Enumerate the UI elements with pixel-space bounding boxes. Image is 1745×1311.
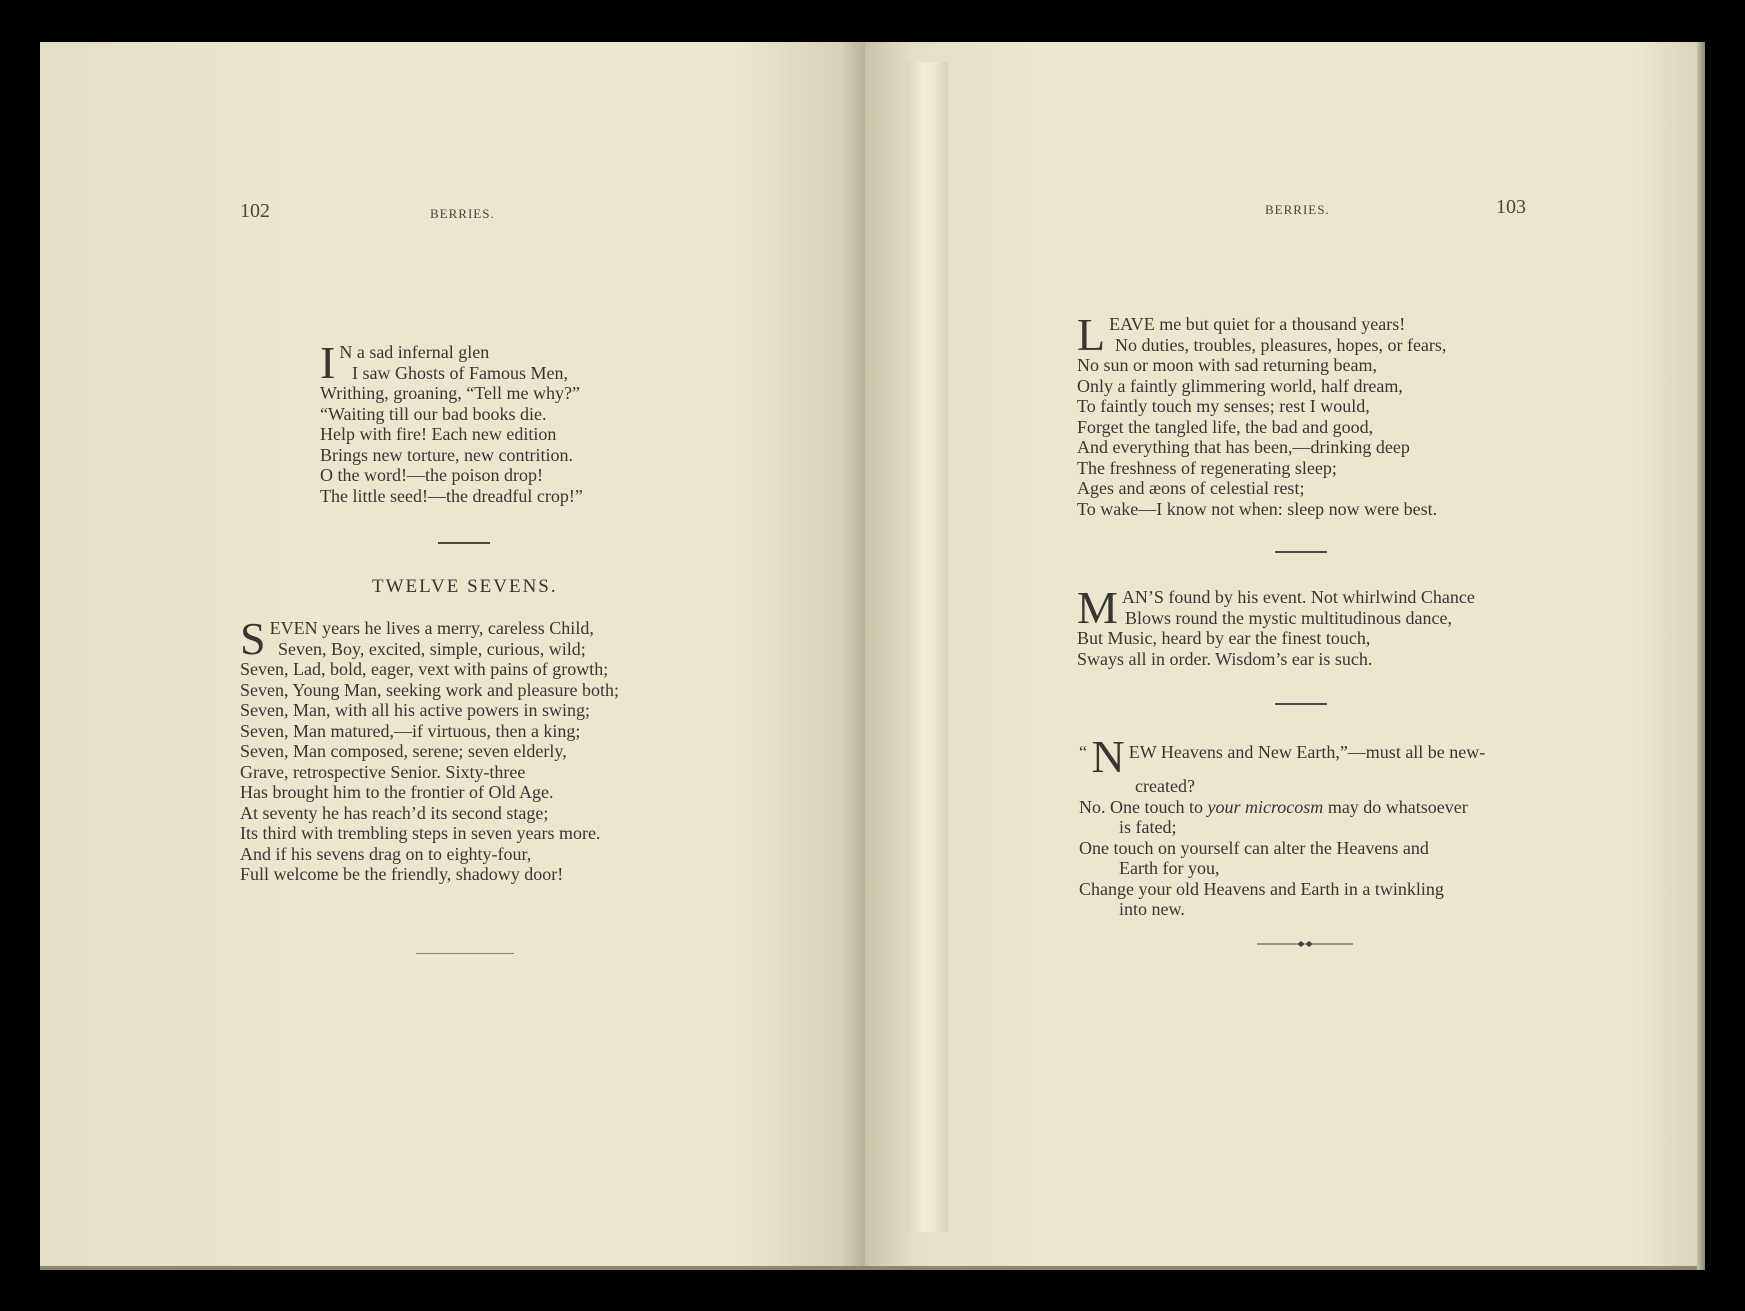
section-divider (1275, 551, 1327, 553)
poem-line: Seven, Man, with all his active powers in swing; (240, 700, 590, 720)
poem-line: Grave, retrospective Senior. Sixty-three (240, 761, 526, 782)
poem-line: is fated; (1119, 817, 1177, 837)
poem-line: And everything that has been,—drinking deep (1077, 437, 1410, 457)
poem-line: AN’S found by his event. Not whirlwind Chance (1121, 587, 1475, 607)
gutter-binding-strip (906, 62, 948, 1232)
page-number-right: 103 (1496, 196, 1526, 218)
poem-line: Forget the tangled life, the bad and good, (1077, 416, 1374, 437)
ornament-divider (1257, 939, 1353, 949)
poem-line: O the word!—the poison drop! (320, 465, 543, 485)
section-divider (1275, 703, 1327, 705)
poem-line: Ages and æons of celestial rest; (1077, 478, 1305, 498)
poem-line: “Waiting till our bad books die. (320, 403, 547, 424)
poem-title: TWELVE SEVENS. (372, 576, 558, 597)
poem-line: EVEN years he lives a merry, careless Child, (269, 618, 594, 638)
left-page (40, 42, 865, 1270)
poem-line: Change your old Heavens and Earth in a twinkling (1079, 878, 1444, 899)
poem-line: EW Heavens and New Earth,”—must all be new- (1128, 742, 1486, 762)
poem-line: Has brought him to the frontier of Old Age. (240, 782, 554, 802)
poem-line: Seven, Lad, bold, eager, vext with pains of growth; (240, 659, 609, 679)
drop-cap: N (1091, 731, 1125, 782)
poem-line: Seven, Man composed, serene; seven elderly, (240, 741, 567, 761)
poem-line: Help with fire! Each new edition (320, 424, 557, 444)
poem-line: The little seed!—the dreadful crop!” (320, 485, 583, 506)
poem-line: And if his sevens drag on to eighty-four, (240, 843, 532, 864)
poem-leave-me (1077, 309, 1537, 519)
poem-line: EAVE me but quiet for a thousand years! (1109, 314, 1406, 334)
poem-line: No duties, troubles, pleasures, hopes, or fears, (1115, 334, 1447, 355)
running-head-right: BERRIES. (1265, 202, 1330, 217)
quote-mark: “ (1079, 742, 1087, 762)
poem-line: Brings new torture, new contrition. (320, 444, 573, 465)
poem-line: Only a faintly glimmering world, half dream, (1077, 375, 1403, 396)
italic-text: your microcosm (1207, 796, 1324, 817)
drop-cap: I (320, 337, 336, 388)
poem-mans-event (1077, 582, 1547, 669)
poem-line: Seven, Young Man, seeking work and pleasure both; (240, 679, 619, 700)
book-spread (40, 42, 1705, 1270)
poem-line: into new. (1119, 899, 1185, 919)
section-divider (438, 542, 490, 544)
poem-line: The freshness of regenerating sleep; (1077, 457, 1337, 478)
poem-line: Blows round the mystic multitudinous dance, (1125, 607, 1452, 628)
poem-line: Its third with trembling steps in seven years more. (240, 823, 601, 843)
poem-line: N a sad infernal glen (339, 342, 490, 362)
poem-line: But Music, heard by ear the finest touch, (1077, 628, 1371, 648)
poem-line: Earth for you, (1119, 858, 1220, 878)
running-head-left: BERRIES. (430, 206, 495, 221)
right-page (865, 42, 1705, 1270)
drop-cap: M (1077, 582, 1118, 633)
poem-infernal-glen (320, 337, 700, 506)
poem-line: No sun or moon with sad returning beam, (1077, 355, 1377, 375)
page-number-left: 102 (240, 200, 270, 222)
poem-line: created? (1135, 776, 1195, 796)
poem-line: I saw Ghosts of Famous Men, (352, 362, 568, 383)
poem-line: Full welcome be the friendly, shadowy door! (240, 864, 564, 884)
poem-new-heavens (1079, 731, 1549, 920)
page-edge-bottom (40, 1266, 1705, 1270)
poem-line (1079, 797, 1549, 818)
poem-line: One touch on yourself can alter the Heavens and (1079, 837, 1429, 858)
poem-line: Seven, Man matured,—if virtuous, then a king; (240, 720, 581, 741)
page-edge-right (1697, 42, 1705, 1270)
text-span: No. One touch to (1079, 796, 1203, 817)
end-rule (416, 953, 514, 954)
drop-cap: S (240, 613, 266, 664)
poem-line: Writhing, groaning, “Tell me why?” (320, 383, 580, 403)
drop-cap: L (1077, 309, 1106, 360)
poem-line: Seven, Boy, excited, simple, curious, wild; (278, 638, 586, 659)
poem-line: Sways all in order. Wisdom’s ear is such. (1077, 648, 1373, 669)
poem-line: At seventy he has reach’d its second stage; (240, 802, 549, 823)
poem-twelve-sevens (240, 613, 710, 885)
text-span: may do whatsoever (1327, 796, 1468, 817)
poem-line: To faintly touch my senses; rest I would, (1077, 396, 1370, 416)
poem-line: To wake—I know not when: sleep now were best. (1077, 498, 1438, 519)
